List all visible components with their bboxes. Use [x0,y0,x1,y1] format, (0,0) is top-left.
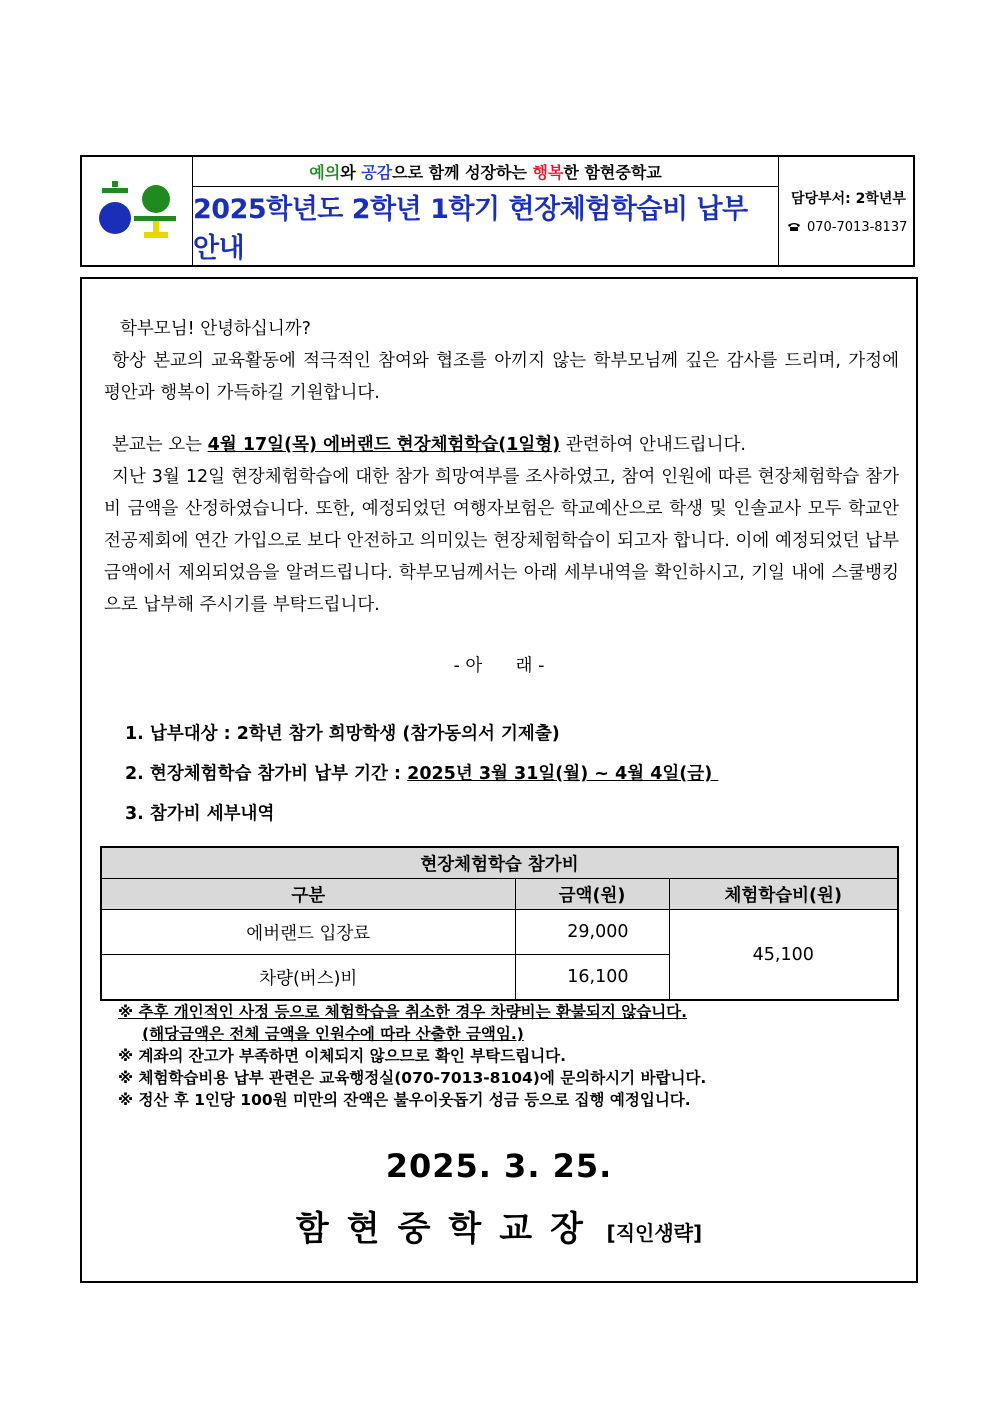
period-dates: 2025년 3월 31일(월) ~ 4월 4일(금) [407,764,719,784]
slogan-word-1: 예의 [309,163,341,182]
item-target: 1. 납부대상 : 2학년 참가 희망학생 (참가동의서 기제출) [125,724,560,744]
row-amount: 29,000 [515,910,669,955]
document-body [80,277,918,1283]
greeting: 학부모님! 안녕하십니까? [120,319,311,339]
total-amount: 45,100 [669,910,898,1001]
table-caption: 현장체험학습 참가비 [101,847,898,879]
item-breakdown: 3. 참가비 세부내역 [125,804,275,824]
row-amount: 16,100 [515,955,669,1001]
period-label: 2. 현장체험학습 참가비 납부 기간 : [125,764,408,784]
slogan-part-4: 으로 함께 성장하는 [392,163,533,182]
notice-tail: 관련하여 안내드립니다. [560,435,746,455]
fee-table [100,846,899,1001]
item-period [125,760,718,785]
principal-name: 함현중학교장 [295,1209,601,1249]
header-category: 구분 [101,879,515,910]
page-title: 2025학년도 2학년 1학기 현장체험학습비 납부 안내 [193,194,748,264]
telephone-icon [787,222,801,232]
notice-lead: 본교는 오는 [112,435,208,455]
title-cell [193,157,779,265]
seal-omitted: [직인생략] [606,1221,703,1245]
row-label: 차량(버스)비 [101,955,515,1001]
slogan-word-5: 행복 [532,163,564,182]
logo-cell [82,157,193,265]
note-balance: ※ 계좌의 잔고가 부족하면 이체되지 않으므로 확인 부탁드립니다. [118,1047,567,1065]
contact-cell [779,157,913,265]
paragraph-details: 지난 3월 12일 현장체험학습에 대한 참가 희망여부를 조사하였고, 참여 인원에 따른 현장체험학습 참가비 금액을 산정하였습니다. 또한, 예정되었던 여행자보험은 학교예산으로 학생 및 인솔교사 모두 학교안전공제회에 연간 가입으로 보다 안전하고 의미있는 현장체험학습이 되고자 합니다. 이에 예정되었던 납부 금액에서 제외되었음을 알려드립니다. 학부모님께서는 아래 세부내역을 확인하시고, 기일 내에 스쿨뱅킹으로 납부해 주시기를 부탁드립니다. [104,467,899,615]
table-row [101,910,898,955]
note-refund-detail: (해당금액은 전체 금액을 인원수에 따라 산출한 금액임.) [142,1025,524,1043]
paragraph-thanks: 항상 본교의 교육활동에 적극적인 참여와 협조를 아끼지 않는 학부모님께 깊은 감사를 드리며, 가정에 평안과 행복이 가득하길 기원합니다. [104,351,899,403]
slogan-part-6: 한 함현중학교 [563,163,662,182]
paragraph-notice [104,429,899,461]
school-logo [98,179,178,243]
issue-date: 2025. 3. 25. [385,1147,613,1185]
slogan-part-2: 와 [340,163,362,182]
note-refund: ※ 추후 개인적인 사정 등으로 체험학습을 취소한 경우 차량비는 환불되지 않습니다. [118,1003,688,1021]
department: 담당부서: 2학년부 [791,190,906,207]
phone-number: 070-7013-8137 [807,219,908,235]
notes-list [118,1001,706,1111]
row-label: 에버랜드 입장료 [101,910,515,955]
school-slogan [193,157,778,187]
below-heading: - 아 래 - [453,656,545,676]
signature-line [82,1201,916,1250]
phone-row [787,220,913,235]
slogan-word-3: 공감 [361,163,393,182]
note-contact: ※ 체험학습비용 납부 관련은 교육행정실(070-7013-8104)에 문의하시기 바랍니다. [118,1069,707,1087]
note-settlement: ※ 정산 후 1인당 100원 미만의 잔액은 불우이웃돕기 성금 등으로 집행 예정입니다. [118,1091,691,1109]
header-total: 체험학습비(원) [669,879,898,910]
document-header [80,155,915,267]
event-date-name: 4월 17일(목) 에버랜드 현장체험학습(1일형) [207,435,561,455]
header-amount: 금액(원) [515,879,669,910]
